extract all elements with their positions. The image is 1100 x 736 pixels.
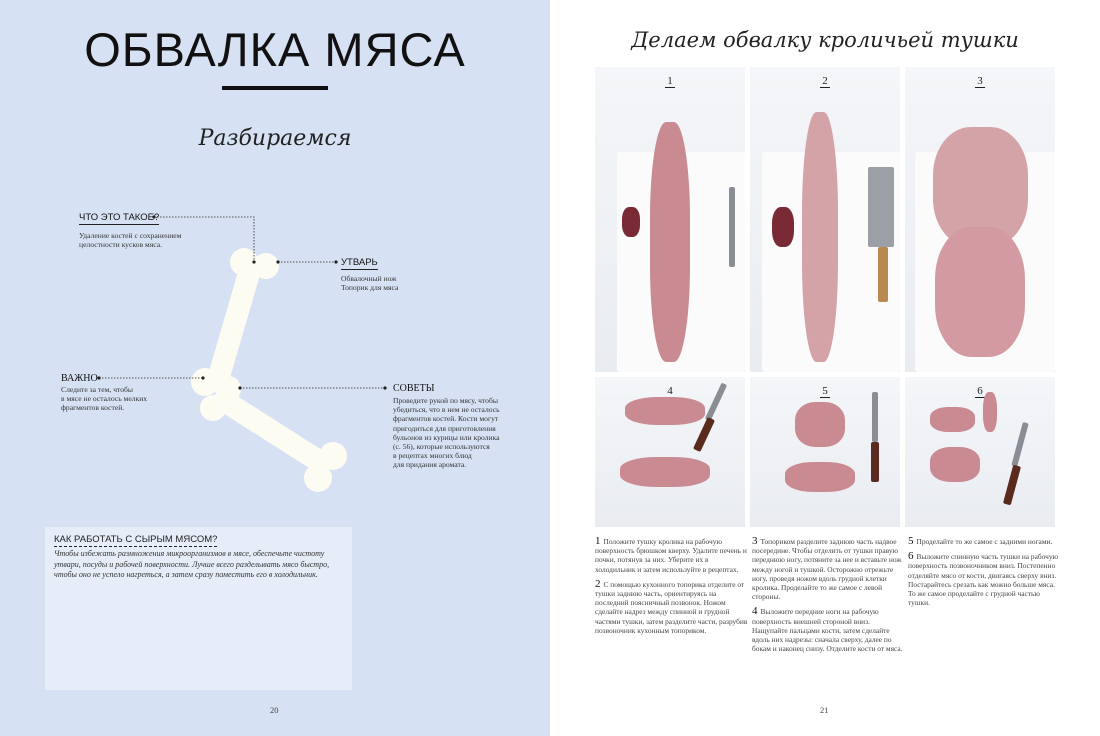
text: для придания аромата.: [393, 460, 467, 470]
important-text: [61, 385, 147, 413]
box-title: КАК РАБОТАТЬ С СЫРЫМ МЯСОМ?: [54, 534, 218, 545]
page-title: ОБВАЛКА МЯСА: [84, 23, 466, 76]
text: в мясе не осталось мелких: [61, 394, 148, 404]
step-5: [908, 537, 1063, 546]
right-page: [550, 0, 1100, 736]
step-photo-1: [595, 67, 745, 372]
step-6: [908, 552, 1063, 607]
text: фрагментов костей.: [61, 403, 125, 413]
tips-label: СОВЕТЫ: [393, 383, 435, 394]
text: (с. 56), которые используются: [393, 442, 490, 452]
raw-meat-box: [45, 527, 352, 690]
steps-column-3: [908, 537, 1063, 613]
page-number: 20: [270, 705, 279, 715]
text: пригодиться для приготовления: [393, 423, 496, 433]
text: 4: [752, 605, 758, 618]
text: бульонов из курицы или кролика: [393, 432, 500, 442]
text: 2: [595, 577, 601, 590]
tools-text: [341, 274, 398, 292]
text: С помощью кухонного топорика отделите от тушки заднюю часть, ориентируясь на последний поясничный позвонок. Ножом сделайте надрез между спинной и грудной частями тушки, затем разделите части, разрубив позвоночник кухонным топориком.: [595, 579, 748, 635]
text: Положите тушку кролика на рабочую поверхность брюшком кверху. Удалите печень и почки, потянув за них. Уберите их в холодильник и затем используйте в рецептах.: [595, 537, 747, 574]
photo-number: 1: [667, 75, 673, 87]
text: Проделайте то же самое с задними ногами.: [916, 537, 1053, 546]
step-1: [595, 537, 750, 574]
text: Топориком разделите заднюю часть надвое посередине. Чтобы отделить от тушки правую переднюю ногу, потяните за нее и вставьте нож между ногой и тушкой. Осторожно отрежьте ногу, проведя ножом вдоль грудной клетки кролика. Проделайте то же самое с левой стороны.: [752, 537, 902, 602]
page-title: Делаем обвалку кроличьей тушки: [631, 28, 1019, 52]
text: Выложите спинную часть тушки на рабочую поверхность позвоночником вниз. Постепенно отделяйте мясо от кости, двигаясь сверху вниз. Постарайтесь срезать как можно больше мяса. То же самое проделайте с грудной частью тушки.: [908, 552, 1059, 608]
step-photo-5: [750, 377, 900, 527]
step-3: [752, 537, 907, 601]
text: фрагментов костей. Кости могут: [393, 414, 499, 424]
step-4: [752, 607, 907, 653]
text: 6: [908, 550, 914, 563]
text: убедиться, что в нем не осталось: [393, 405, 500, 415]
section-subtitle: Разбираемся: [198, 126, 352, 151]
photo-number: 6: [977, 385, 983, 397]
text: 5: [908, 535, 914, 547]
text: 1: [595, 535, 601, 547]
page-number: 21: [820, 705, 829, 715]
photo-number: 3: [977, 75, 983, 87]
text: целостности кусков мяса.: [79, 240, 162, 250]
step-photo-6: [905, 377, 1055, 527]
text: в рецептах многих блюд: [393, 451, 472, 461]
text: Обвалочный нож: [341, 274, 397, 283]
steps-column-2: [752, 537, 907, 659]
step-photo-4: [595, 377, 745, 527]
photo-number: 2: [822, 75, 828, 87]
steps-column-1: [595, 537, 750, 641]
step-photo-2: [750, 67, 900, 372]
step-2: [595, 577, 750, 635]
tools-label: УТВАРЬ: [341, 257, 378, 268]
photo-number: 4: [667, 385, 673, 397]
text: Проведите рукой по мясу, чтобы: [393, 396, 498, 405]
photo-number: 5: [822, 385, 828, 397]
tips-text: [393, 396, 500, 470]
what-text: [79, 231, 181, 249]
important-label: ВАЖНО: [61, 373, 98, 384]
step-photo-3: [905, 67, 1055, 372]
text: Топорик для мяса: [341, 283, 399, 293]
text: Выложите передние ноги на рабочую поверхность внешней стороной вниз. Нащупайте пальцами кости, затем сделайте вдоль них надрезы: сначала сверху, далее по бокам и наконец снизу. Отделите кости от мяса.: [752, 607, 903, 654]
text: Следите за тем, чтобы: [61, 385, 133, 394]
what-label: ЧТО ЭТО ТАКОЕ?: [79, 212, 160, 223]
box-text: Чтобы избежать размножения микроорганизмов в мясе, обеспечьте чистоту утвари, посуды и рабочей поверхности. Лучше всего разделывать мясо быстро, чтобы оно не успело нагреться, а затем сразу поместить его в холодильник.: [54, 549, 330, 579]
text: 3: [752, 535, 758, 547]
text: Удаление костей с сохранением: [79, 231, 182, 240]
